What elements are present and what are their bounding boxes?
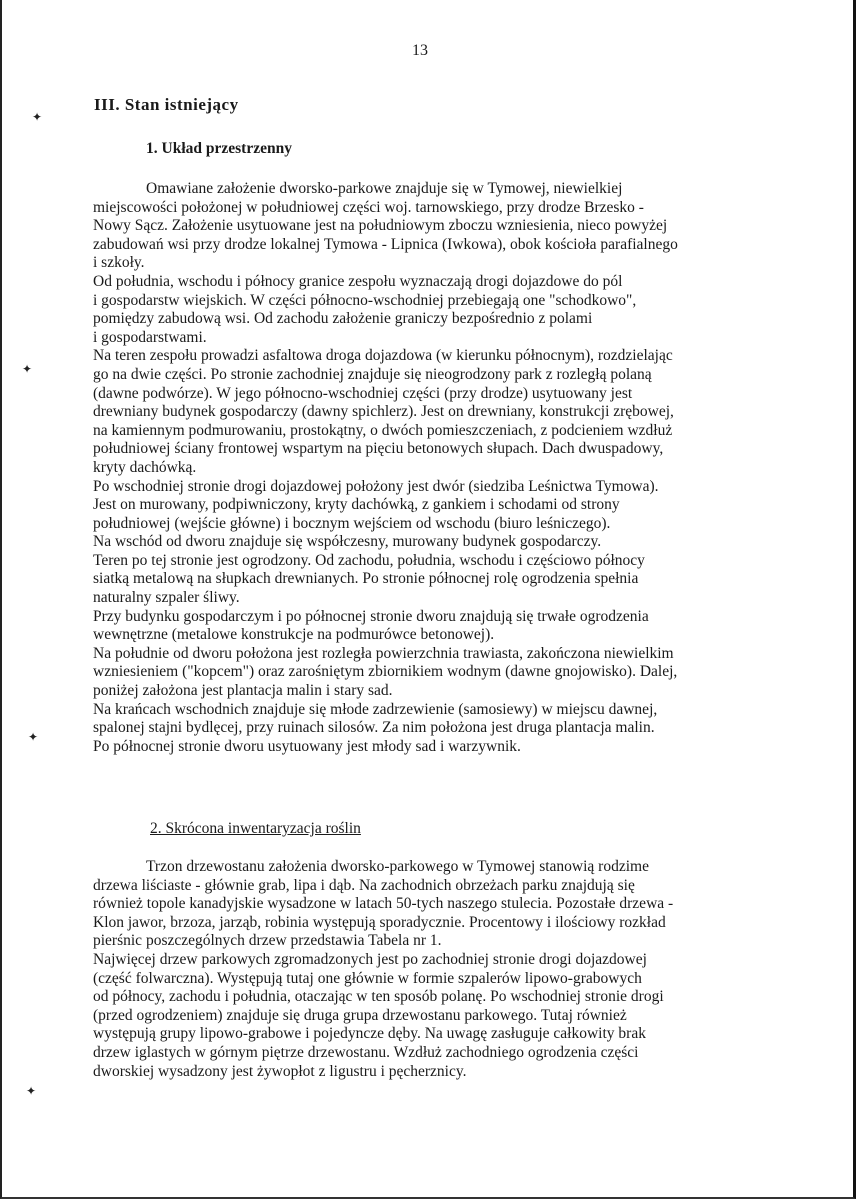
text-line: od północy, zachodu i południa, otaczając w ten sposób polanę. Po wschodniej stronie drogi	[93, 988, 664, 1006]
text-line: i gospodarstw wiejskich. W części północno-wschodniej przebiegają one "schodkowo",	[93, 291, 637, 309]
text-line: drzewa liściaste - głównie grab, lipa i dąb. Na zachodnich obrzeżach parku znajdują się	[93, 876, 635, 894]
text-line: i gospodarstwami.	[93, 328, 207, 346]
text-line: południowej (wejście główne) i bocznym wejściem od wschodu (biuro leśniczego).	[93, 514, 611, 532]
text-line: na kamiennym podmurowaniu, prostokątny, o dwóch pomieszczeniach, z podcieniem wzdłuż	[93, 421, 673, 439]
text-line: drewniany budynek gospodarczy (dawny spichlerz). Jest on drewniany, konstrukcji zrębowej,	[93, 403, 674, 421]
text-line: Klon jawor, brzoza, jarząb, robinia występują sporadycznie. Procentowy i ilościowy rozkład	[93, 913, 666, 931]
text-line: drzew iglastych w górnym piętrze drzewostanu. Wzdłuż zachodniego ogrodzenia części	[93, 1043, 639, 1061]
text-line: (dawne podwórze). W jego północno-wschodniej części (przy drodze) usytuowany jest	[93, 384, 633, 402]
text-line: (przed ogrodzeniem) znajduje się druga grupa drzewostanu parkowego. Tutaj również	[93, 1006, 627, 1024]
text-line: naturalny szpaler śliwy.	[93, 589, 240, 607]
text-line: Po wschodniej stronie drogi dojazdowej położony jest dwór (siedziba Leśnictwa Tymowa).	[93, 477, 659, 495]
text-line: występują grupy lipowo-grabowe i pojedyncze dęby. Na uwagę zasługuje całkowity brak	[93, 1025, 646, 1043]
text-line: Na wschód od dworu znajduje się współczesny, murowany budynek gospodarczy.	[93, 533, 602, 551]
text-line: Jest on murowany, podpiwniczony, kryty dachówką, z gankiem i schodami od strony	[93, 496, 620, 514]
text-line: dworskiej wysadzony jest żywopłot z ligustru i pęcherznicy.	[93, 1062, 467, 1080]
text-line: Na południe od dworu położona jest rozległa powierzchnia trawiasta, zakończona niewielkim	[93, 644, 674, 662]
text-line: Po północnej stronie dworu usytuowany jest młody sad i warzywnik.	[93, 737, 521, 755]
text-line: spalonej stajni bydlęcej, przy ruinach silosów. Za nim położona jest druga plantacja malin.	[93, 719, 655, 737]
text-line: Na teren zespołu prowadzi asfaltowa droga dojazdowa (w kierunku północnym), rozdzielając	[93, 347, 673, 365]
text-line: siatką metalową na słupkach drewnianych. Po stronie północnej rolę ogrodzenia spełnia	[93, 570, 639, 588]
text-line: pierśnic poszczególnych drzew przedstawia Tabela nr 1.	[93, 932, 442, 950]
subsection-1-title: 1. Układ przestrzenny	[146, 140, 292, 157]
text-line: Teren po tej stronie jest ogrodzony. Od zachodu, południa, wschodu i częściowo północy	[93, 551, 645, 569]
text-line: poniżej założona jest plantacja malin i stary sad.	[93, 682, 393, 700]
margin-mark-icon: ✦	[26, 1084, 37, 1098]
text-line: miejscowości położonej w południowej części woj. tarnowskiego, przy drodze Brzesko -	[93, 198, 644, 216]
text-line: pomiędzy zabudową wsi. Od zachodu założenie graniczy bezpośrednio z polami	[93, 310, 593, 328]
text-line: Przy budynku gospodarczym i po północnej stronie dworu znajdują się trwałe ogrodzenia	[93, 607, 649, 625]
text-line: Na krańcach wschodnich znajduje się młode zadrzewienie (samosiewy) w miejscu dawnej,	[93, 700, 658, 718]
page-number: 13	[412, 42, 428, 59]
text-line: Od południa, wschodu i północy granice zespołu wyznaczają drogi dojazdowe do pól	[93, 272, 623, 290]
text-line: zabudowań wsi przy drodze lokalnej Tymowa - Lipnica (Iwkowa), obok kościoła parafialnego	[93, 235, 678, 253]
text-line: Najwięcej drzew parkowych zgromadzonych jest po zachodniej stronie drogi dojazdowej	[93, 950, 647, 968]
margin-mark-icon: ✦	[22, 362, 33, 376]
margin-mark-icon: ✦	[32, 110, 43, 124]
text-line: kryty dachówką.	[93, 458, 197, 476]
text-line: Omawiane założenie dworsko-parkowe znajduje się w Tymowej, niewielkiej	[146, 180, 623, 197]
text-line: Nowy Sącz. Założenie usytuowane jest na południowym zboczu wzniesienia, nieco powyżej	[93, 217, 668, 235]
subsection-2-title: 2. Skrócona inwentaryzacja roślin	[150, 820, 361, 837]
text-line: Trzon drzewostanu założenia dworsko-parkowego w Tymowej stanowią rodzime	[146, 858, 649, 875]
text-line: i szkoły.	[93, 254, 145, 272]
text-line: wzniesieniem ("kopcem") oraz zarośniętym zbiornikiem wodnym (dawne gnojowisko). Dalej,	[93, 663, 678, 681]
text-line: również topole kanadyjskie wysadzone w latach 50-tych naszego stulecia. Pozostałe drzewa -	[93, 895, 674, 913]
text-line: go na dwie części. Po stronie zachodniej znajduje się nieogrodzony park z rozległą polaną	[93, 365, 652, 383]
text-line: wewnętrzne (metalowe konstrukcje na podmurówce betonowej).	[93, 626, 495, 644]
paragraph-uklad-przestrzenny	[93, 180, 763, 756]
paragraph-inwentaryzacja	[93, 858, 763, 1081]
margin-mark-icon: ✦	[28, 730, 39, 744]
text-line: (część folwarczna). Występują tutaj one głównie w formie szpalerów lipowo-grabowych	[93, 969, 642, 987]
text-line: południowej ściany frontowej wspartym na pięciu betonowych słupach. Dach dwuspadowy,	[93, 440, 664, 458]
section-heading: III. Stan istniejący	[94, 95, 239, 114]
